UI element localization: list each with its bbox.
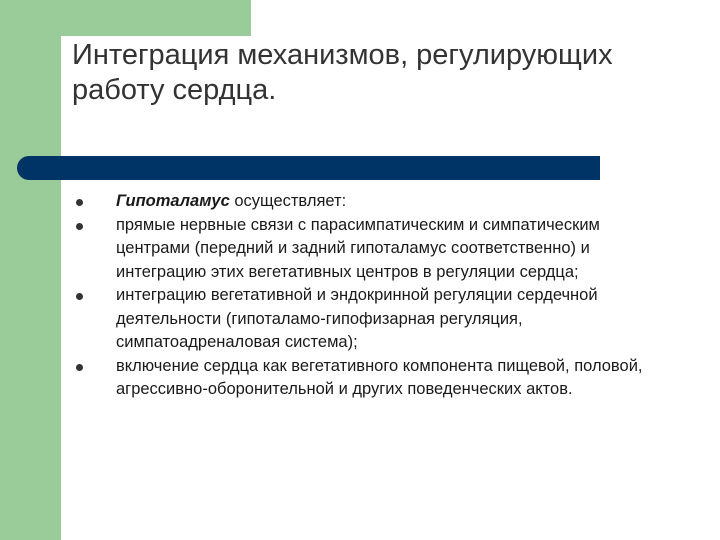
- bullet-dot-icon: [76, 293, 83, 300]
- bullet-emphasis: Гипоталамус: [116, 192, 230, 210]
- bullet-text: осуществляет:: [229, 192, 347, 210]
- bullet-dot-icon: [76, 199, 83, 206]
- slide-title: Интеграция механизмов, регулирующих работу сердца.: [72, 39, 613, 106]
- title-divider-bar: [17, 156, 600, 180]
- bullet-item: [70, 190, 670, 214]
- bullet-item: [70, 284, 670, 355]
- bullet-text: включение сердца как вегетативного компонента пищевой, половой, агрессивно-оборонительной и других поведенческих актов.: [116, 356, 643, 398]
- bullet-dot-icon: [76, 223, 83, 230]
- bullet-item: [70, 214, 670, 285]
- bullet-dot-icon: [76, 364, 83, 371]
- bullet-text: прямые нервные связи с парасимпатическим и симпатическим центрами (передний и задний гипоталамус соответственно) и интеграцию этих вегетативных центров в регуляции сердца;: [116, 215, 600, 281]
- green-top-band: [0, 0, 251, 36]
- bullet-item: [70, 355, 670, 402]
- bullet-list: [70, 190, 670, 402]
- bullet-text: интеграцию вегетативной и эндокринной регуляции сердечной деятельности (гипоталамо-гипофизарная регуляция, симпатоадреналовая система);: [116, 286, 598, 351]
- green-sidebar-band: [0, 0, 61, 540]
